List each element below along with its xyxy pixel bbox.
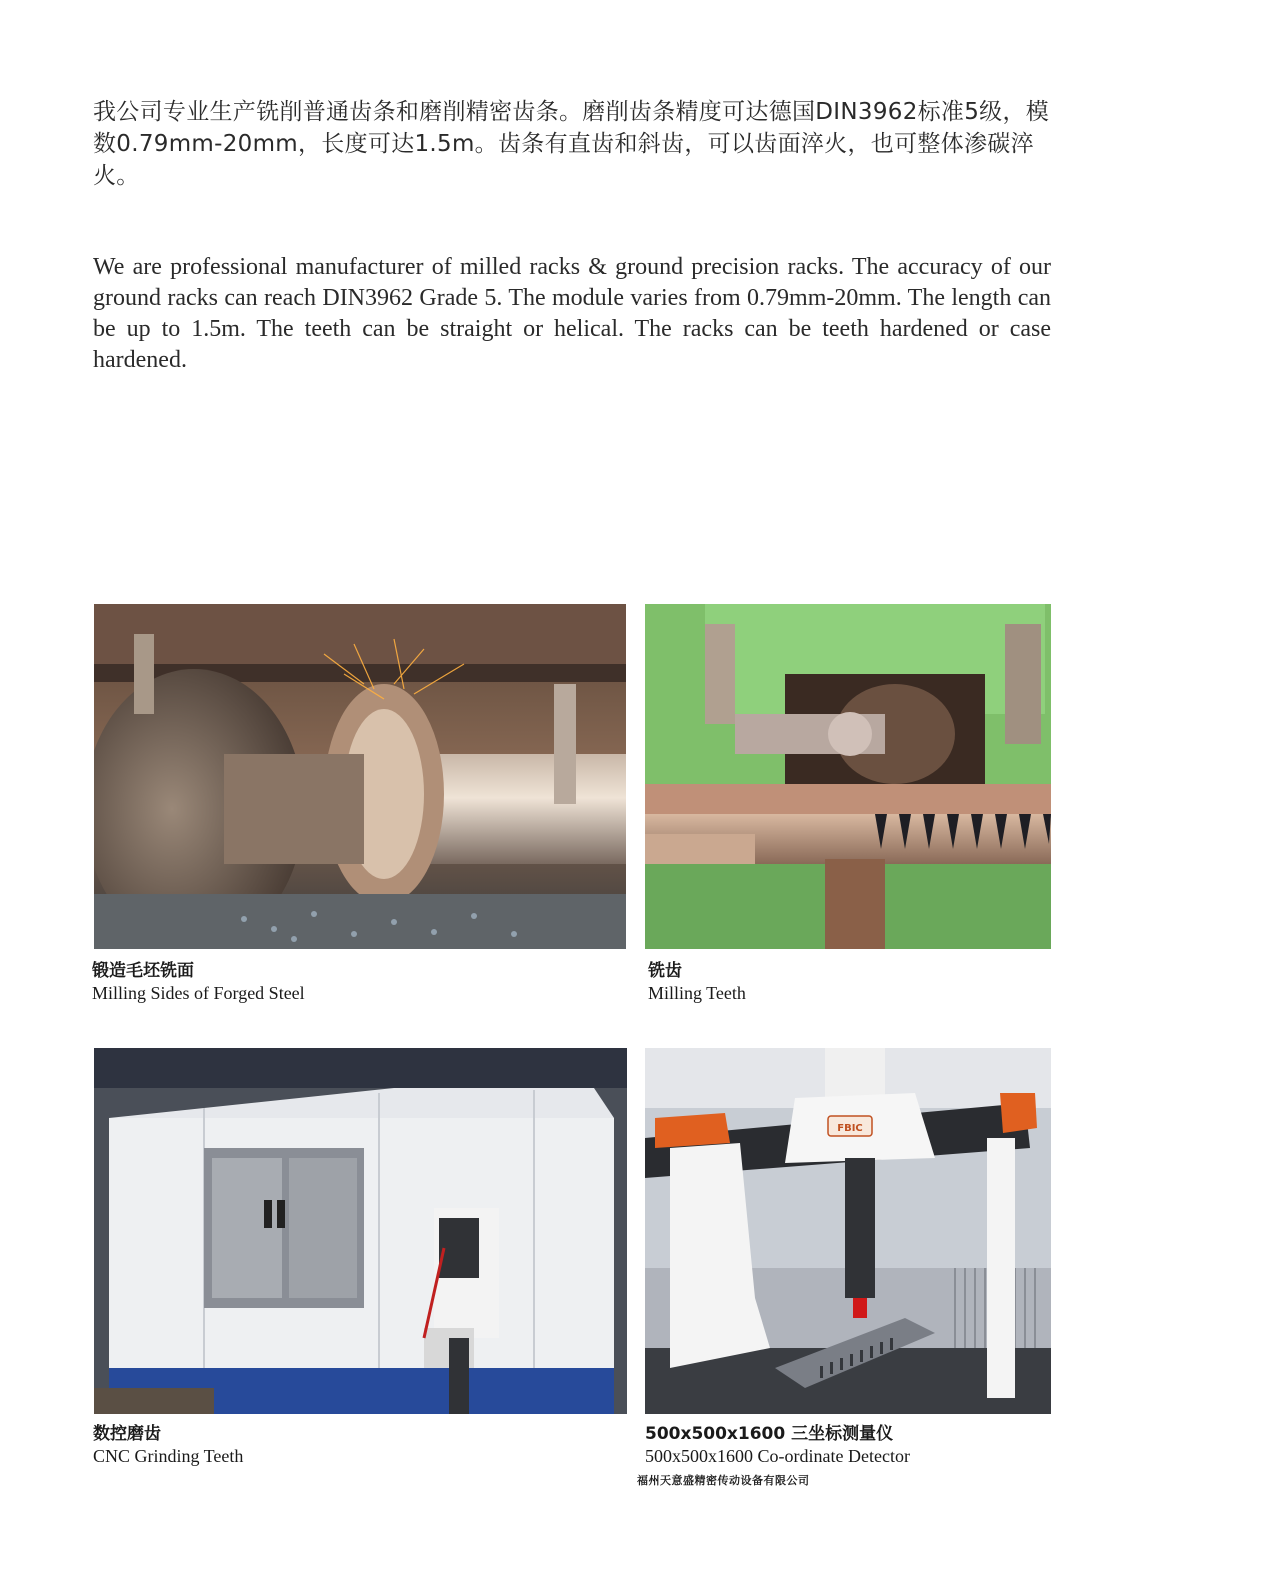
photo-cnc-grinding [94, 1048, 627, 1414]
intro-chinese-text: 我公司专业生产铣削普通齿条和磨削精密齿条。磨削齿条精度可达德国DIN3962标准5级，模数0.79mm-20mm，长度可达1.5m。齿条有直齿和斜齿，可以齿面淬火，也可整体渗碳淬火。 [93, 99, 1050, 189]
footer-company-name: 福州天意盛精密传动设备有限公司 [637, 1474, 810, 1487]
milling-teeth-illustration [645, 604, 1051, 949]
caption-en: 500x500x1600 Co-ordinate Detector [645, 1446, 910, 1466]
caption-en: Milling Sides of Forged Steel [92, 983, 305, 1003]
milling-forged-steel-illustration [94, 604, 626, 949]
caption-cn: 锻造毛坯铣面 [92, 961, 194, 981]
caption-en: CNC Grinding Teeth [93, 1446, 244, 1466]
intro-english-text: We are professional manufacturer of milled racks & ground precision racks. The accuracy of our ground racks can reach DIN3962 Grade 5. The module varies from 0.79mm-20mm. The length can be up to 1.5m. The teeth can be straight or helical. The racks can be teeth hardened or case hardened. [93, 254, 1051, 373]
machine-logo-text: FBIC [837, 1123, 863, 1134]
caption-coordinate-detector [645, 1423, 910, 1467]
caption-milling-forged-steel [92, 960, 305, 1004]
caption-cnc-grinding [93, 1423, 243, 1467]
cnc-grinding-illustration [94, 1048, 627, 1414]
caption-cn: 铣齿 [648, 961, 682, 981]
caption-cn: 500x500x1600 三坐标测量仪 [645, 1424, 894, 1444]
coordinate-detector-illustration [645, 1048, 1051, 1414]
caption-en: Milling Teeth [648, 983, 746, 1003]
photo-milling-forged-steel [94, 604, 626, 949]
caption-cn: 数控磨齿 [93, 1424, 161, 1444]
photo-milling-teeth [645, 604, 1051, 949]
caption-milling-teeth [648, 960, 746, 1004]
photo-coordinate-detector [645, 1048, 1051, 1414]
